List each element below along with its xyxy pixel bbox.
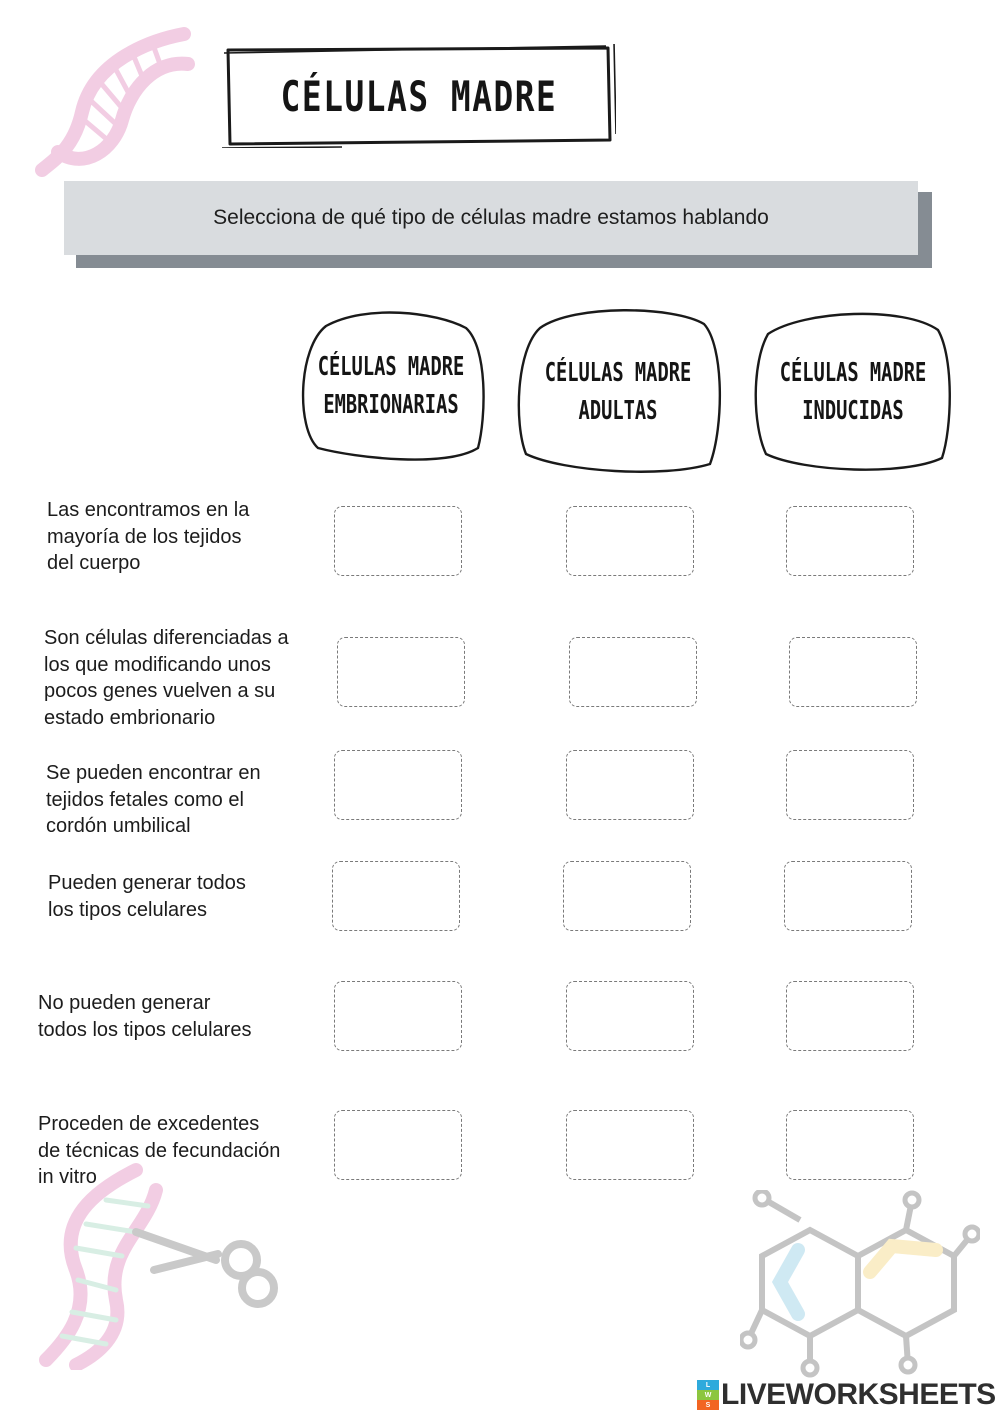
answer-box-r4-adultas[interactable] bbox=[563, 861, 691, 931]
brand-logo-letter: L bbox=[697, 1380, 719, 1390]
brand-logo-icon bbox=[697, 1380, 719, 1410]
answer-box-r1-embrionarias[interactable] bbox=[334, 506, 462, 576]
answer-box-r3-adultas[interactable] bbox=[566, 750, 694, 820]
brand-watermark bbox=[697, 1378, 996, 1412]
answer-box-r5-adultas[interactable] bbox=[566, 981, 694, 1051]
column-header-line1: CÉLULAS MADRE bbox=[317, 352, 465, 382]
answer-box-r5-inducidas[interactable] bbox=[786, 981, 914, 1051]
column-header-inducidas bbox=[754, 308, 952, 476]
answer-box-r2-adultas[interactable] bbox=[569, 637, 697, 707]
dna-scissors-icon bbox=[36, 1160, 286, 1370]
column-header-line2: ADULTAS bbox=[578, 396, 658, 426]
answer-box-r6-inducidas[interactable] bbox=[786, 1110, 914, 1180]
brand-text: LIVEWORKSHEETS bbox=[721, 1378, 996, 1411]
answer-box-r3-embrionarias[interactable] bbox=[334, 750, 462, 820]
statement-3: Se pueden encontrar en tejidos fetales como el cordón umbilical bbox=[46, 762, 261, 837]
answer-box-r2-embrionarias[interactable] bbox=[337, 637, 465, 707]
column-header-line2: EMBRIONARIAS bbox=[323, 390, 459, 420]
column-header-embrionarias bbox=[296, 308, 486, 464]
answer-box-r4-inducidas[interactable] bbox=[784, 861, 912, 931]
brand-logo-letter: W bbox=[697, 1390, 719, 1400]
brand-logo-letter: S bbox=[697, 1400, 719, 1410]
statement-6: Proceden de excedentes de técnicas de fecundación in vitro bbox=[38, 1113, 281, 1188]
title-box bbox=[222, 44, 616, 148]
answer-box-r5-embrionarias[interactable] bbox=[334, 981, 462, 1051]
column-header-line1: CÉLULAS MADRE bbox=[544, 358, 692, 388]
answer-box-r1-inducidas[interactable] bbox=[786, 506, 914, 576]
answer-box-r3-inducidas[interactable] bbox=[786, 750, 914, 820]
answer-box-r6-embrionarias[interactable] bbox=[334, 1110, 462, 1180]
statement-5: No pueden generar todos los tipos celulares bbox=[38, 992, 252, 1041]
answer-box-r1-adultas[interactable] bbox=[566, 506, 694, 576]
instruction-banner: Selecciona de qué tipo de células madre estamos hablando bbox=[64, 181, 918, 255]
column-header-line1: CÉLULAS MADRE bbox=[779, 358, 927, 388]
statement-1: Las encontramos en la mayoría de los tejidos del cuerpo bbox=[47, 499, 250, 574]
statement-4: Pueden generar todos los tipos celulares bbox=[48, 872, 246, 921]
page-title: CÉLULAS MADRE bbox=[280, 71, 558, 121]
statement-2: Son células diferenciadas a los que modificando unos pocos genes vuelven a su estado embrionario bbox=[44, 627, 289, 729]
molecule-icon bbox=[740, 1190, 980, 1380]
answer-box-r6-adultas[interactable] bbox=[566, 1110, 694, 1180]
dna-icon bbox=[34, 20, 200, 180]
column-header-line2: INDUCIDAS bbox=[802, 396, 904, 426]
answer-box-r2-inducidas[interactable] bbox=[789, 637, 917, 707]
answer-box-r4-embrionarias[interactable] bbox=[332, 861, 460, 931]
column-header-adultas bbox=[514, 306, 722, 478]
